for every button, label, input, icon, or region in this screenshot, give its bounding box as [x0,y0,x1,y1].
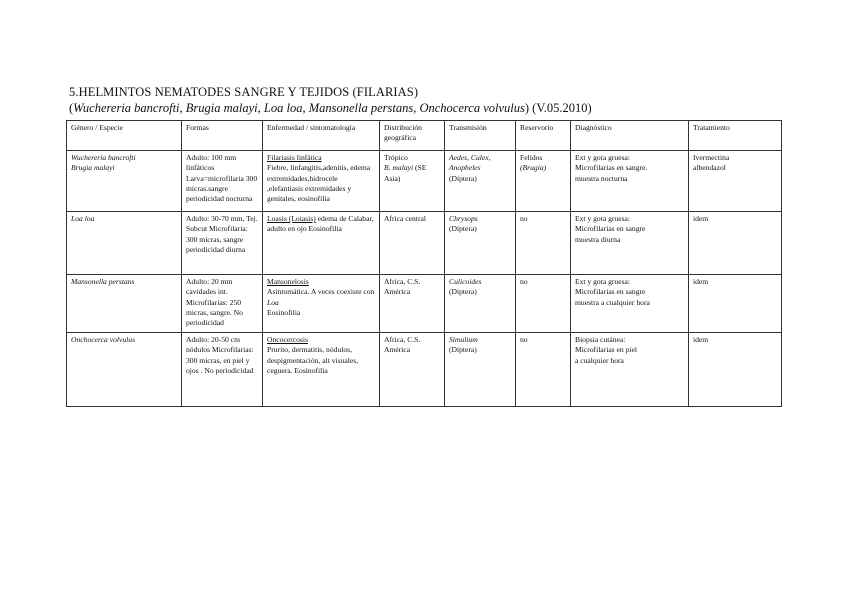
table-row-wuchereria [67,151,782,212]
species-name: Brugia malayi [71,163,115,173]
cell-reservorio: no [516,333,571,407]
cell-reservorio [516,151,571,212]
diagnosis-line: Ext y gota gruesa: [575,214,631,223]
treatment-line: Ivermectina [693,153,730,162]
vector-name: Culicoides [449,277,482,286]
disease-name: Oncocercosis [267,335,308,344]
cell-transmision [445,212,516,275]
page-subtitle [69,101,592,116]
disease-name: Loasis (Loiasis) [267,214,316,223]
cell-formas: Adulto: 100 mm linfáticos Larva=microfilaria 300 micras.sangre periodicidad nocturna [182,151,263,212]
disease-symptoms: Eosinofilia [267,307,301,317]
cell-distribucion: Africa, C.S. América [380,333,445,407]
cell-transmision [445,275,516,333]
cell-distribucion: Africa, C.S. América [380,275,445,333]
disease-symptoms: Fiebre, linfangitis,adenitis, edema extremidades,hidrocele ,elefantiasis extremidades y genitales, eosinofilia [267,163,371,204]
diagnosis-line: Ext y gota gruesa: [575,277,631,286]
cell-enfermedad [263,212,380,275]
vector-order: (Diptera) [449,287,477,297]
cell-genero [67,275,182,333]
header-enfermedad: Enfermedad / sintomatología [263,121,380,151]
cell-enfermedad [263,333,380,407]
subtitle-species: Wuchereria bancrofti, Brugia malayi, Loa loa, Mansonella perstans, Onchocerca volvulus [73,101,525,115]
subtitle-close: ) [524,101,530,115]
cell-genero [67,151,182,212]
disease-symptoms: Asintomática. A veces coexiste con [267,287,375,297]
header-genero: Género / Especie [67,121,182,151]
species-name: Loa loa [71,214,95,223]
table-row-mansonella [67,275,782,333]
cell-diagnostico [571,151,689,212]
diagnosis-line: Microfilarias en piel [575,345,637,355]
cell-enfermedad [263,275,380,333]
cell-enfermedad [263,151,380,212]
subtitle-open: ( [69,101,74,115]
vector-order: (Diptera) [449,345,477,355]
diagnosis-line: a cualquier hora [575,355,624,365]
cell-diagnostico [571,275,689,333]
disease-name: Filariasis linfática [267,153,322,162]
diagnosis-line: Ext y gota gruesa: [575,153,631,162]
diagnosis-line: muestra a cualquier hora [575,297,650,307]
distribution-region: (SE Asia) [384,163,427,183]
header-transmision: Transmisión [445,121,516,151]
diagnosis-line: Microfilarias en sangre. [575,163,648,173]
cell-transmision [445,333,516,407]
header-diagnostico: Diagnóstico [571,121,689,151]
vector-name: Simulium [449,335,478,344]
cell-reservorio: no [516,212,571,275]
cell-tratamiento [689,151,782,212]
cell-genero [67,333,182,407]
filarias-table [66,120,782,407]
diagnosis-line: Microfilarias en sangre [575,287,646,297]
distribution-text: Trópico [384,153,408,162]
cell-diagnostico [571,333,689,407]
vector-name: Aedes, Culex, Anopheles [449,153,491,173]
cell-reservorio: no [516,275,571,333]
vector-name: Chrysops [449,214,478,223]
species-name: Onchocerca volvulus [71,335,136,344]
vector-order: (Diptera) [449,224,477,234]
diagnosis-line: muestra diurna [575,234,621,244]
cell-distribucion [380,151,445,212]
species-name: Wuchereria bancrofti [71,153,136,162]
cell-tratamiento: idem [689,212,782,275]
cell-formas: Adulto: 30-70 mm, Tej. Subcut Microfilaria: 300 micras, sangre periodicidad diurna [182,212,263,275]
vector-order: (Diptera) [449,173,477,183]
diagnosis-line: muestra nocturna [575,173,628,183]
cell-distribucion: Africa central [380,212,445,275]
reservoir-text: Felidos [520,153,543,162]
page-title: 5.HELMINTOS NEMATODES SANGRE Y TEJIDOS (FILARIAS) [69,85,419,99]
diagnosis-line: Microfilarias en sangre [575,224,646,234]
diagnosis-line: Biopsia cutánea: [575,335,626,344]
table-row-onchocerca [67,333,782,407]
cell-transmision [445,151,516,212]
cell-genero [67,212,182,275]
cell-formas: Adulto: 20-50 cm nódulos Microfilarias: 300 micras, en piel y ojos . No periodicidad [182,333,263,407]
reservoir-genus: (Brugia) [520,163,547,173]
disease-symptoms: Prurito, dermatitis, nódulos, despigmentación, alt visuales, ceguera. Eosinofilia [267,345,359,375]
header-distribucion: Distribución geográfica [380,121,445,151]
table-header-row [67,121,782,151]
distribution-species: B. malayi [384,163,414,173]
header-reservorio: Reservorio [516,121,571,151]
species-name: Mansonella perstans [71,277,135,286]
cell-diagnostico [571,212,689,275]
table-row-loa-loa [67,212,782,275]
disease-name: Mansonelosis [267,277,309,286]
cell-formas: Adulto: 20 mm cavidades int. Microfilarias: 250 micras, sangre. No periodicidad [182,275,263,333]
treatment-line: albendazol [693,163,726,173]
header-formas: Formas [182,121,263,151]
header-tratamiento: Tratamiento [689,121,782,151]
cell-tratamiento: idem [689,333,782,407]
cell-tratamiento: idem [689,275,782,333]
disease-related-species: Loa [267,297,279,307]
subtitle-version: (V.05.2010) [529,101,592,115]
disease-symptoms: edema de Calabar, adulto en ojo Eosinofilia [267,214,374,234]
